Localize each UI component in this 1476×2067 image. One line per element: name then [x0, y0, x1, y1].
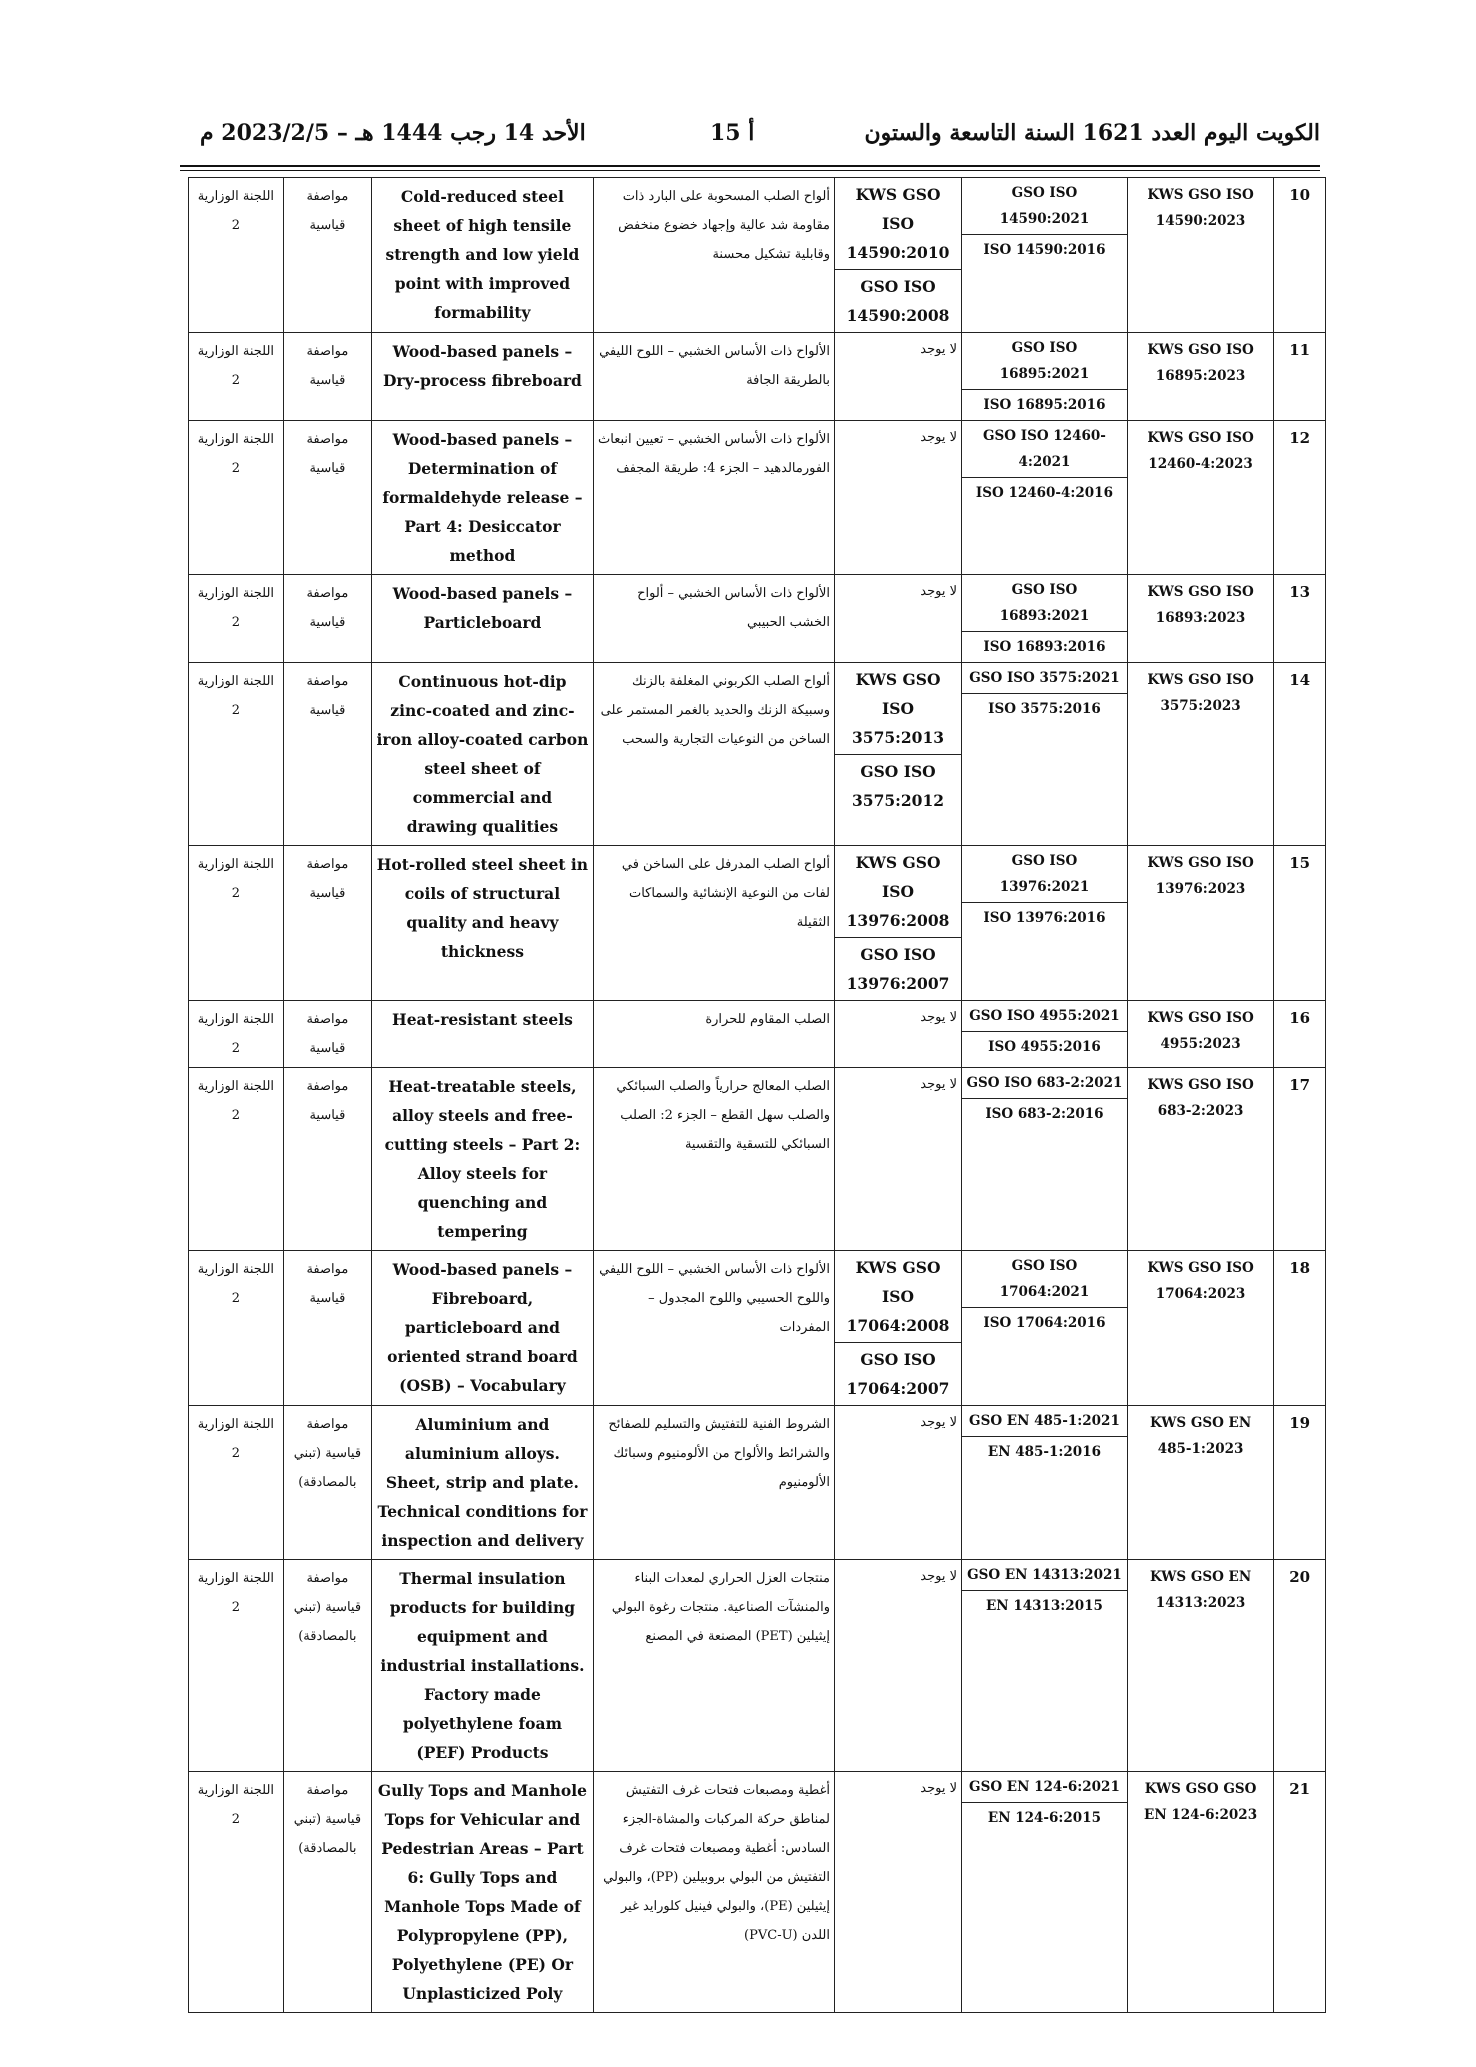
gso-reference-cell [962, 1406, 1128, 1560]
gso-reference-entry: ISO 16895:2016 [962, 389, 1127, 420]
committee-cell: اللجنة الوزارية 2 [189, 575, 284, 663]
row-number-cell: 16 [1274, 1001, 1326, 1068]
current-kws-cell [835, 421, 962, 575]
gso-reference-entry: EN 485-1:2016 [962, 1436, 1127, 1467]
title-en-cell [372, 421, 594, 575]
standard-type-cell: مواصفة قياسية (تبني بالمصادقة) [283, 1560, 371, 1772]
title-en-cell [372, 1772, 594, 2013]
committee-cell: اللجنة الوزارية 2 [189, 1001, 284, 1068]
title-ar-text: ألواح الصلب الكربوني المغلفة بالزنك وسبيكة الزنك والحديد بالغمر المستمر على الساخن من النوعيات التجارية والسحب [600, 674, 830, 747]
gso-reference-entry: GSO ISO 16895:2021 [999, 340, 1090, 382]
table-row [189, 1406, 1326, 1560]
title-ar-cell [593, 1406, 834, 1560]
current-kws-entry: GSO ISO 14590:2008 [835, 269, 961, 332]
row-number-cell: 10 [1274, 178, 1326, 333]
current-kws-entry: لا يوجد [920, 1077, 958, 1092]
title-ar-text: الألواح ذات الأساس الخشبي – تعيين انبعاث الفورمالدهيد – الجزء 4: طريقة المجفف [598, 432, 830, 476]
standard-type-cell: مواصفة قياسية (تبني بالمصادقة) [283, 1772, 371, 2013]
new-kws-cell: KWS GSO ISO 13976:2023 [1127, 846, 1273, 1001]
committee-cell: اللجنة الوزارية 2 [189, 333, 284, 421]
title-en-text: Hot-rolled steel sheet in coils of structural quality and heavy thickness [376, 855, 589, 961]
current-kws-cell [835, 663, 962, 846]
gso-reference-entry: EN 14313:2015 [962, 1590, 1127, 1621]
gso-reference-cell [962, 421, 1128, 575]
new-kws-cell: KWS GSO ISO 3575:2023 [1127, 663, 1273, 846]
standard-type-cell: مواصفة قياسية [283, 575, 371, 663]
current-kws-entry: لا يوجد [920, 1781, 958, 1796]
row-number-cell: 12 [1274, 421, 1326, 575]
title-en-text: Heat-resistant steels [392, 1010, 573, 1029]
title-en-text: Heat-treatable steels, alloy steels and free-cutting steels – Part 2: Alloy steels for quenching and tempering [384, 1077, 581, 1241]
current-kws-entry: GSO ISO 13976:2007 [835, 937, 961, 1000]
standards-table [188, 177, 1326, 2013]
title-en-cell [372, 333, 594, 421]
standards-table-body [189, 178, 1326, 2013]
row-number-cell: 17 [1274, 1068, 1326, 1251]
gso-reference-cell [962, 575, 1128, 663]
current-kws-entry: GSO ISO 3575:2012 [835, 754, 961, 817]
standard-type-cell: مواصفة قياسية [283, 421, 371, 575]
current-kws-entry: لا يوجد [920, 430, 958, 445]
gso-reference-entry: GSO ISO 13976:2021 [999, 853, 1090, 895]
table-row [189, 846, 1326, 1001]
header-issue: الكويت اليوم العدد 1621 السنة التاسعة والستون [864, 120, 1320, 146]
gso-reference-cell [962, 846, 1128, 1001]
committee-cell: اللجنة الوزارية 2 [189, 846, 284, 1001]
title-ar-cell [593, 1560, 834, 1772]
current-kws-entry: GSO ISO 17064:2007 [835, 1342, 961, 1405]
title-ar-text: أغطية ومصبعات فتحات غرف التفتيش لمناطق حركة المركبات والمشاة-الجزء السادس: أغطية ومصبعات فتحات غرف التفتيش من البولي بروبيلين (PP)، والبولي إيثيلين (PE)، والبولي فينيل كلورايد غير اللدن (PVC-U) [603, 1783, 830, 1943]
gso-reference-entry: ISO 14590:2016 [962, 234, 1127, 265]
title-ar-cell [593, 178, 834, 333]
committee-cell: اللجنة الوزارية 2 [189, 1068, 284, 1251]
new-kws-cell: KWS GSO ISO 4955:2023 [1127, 1001, 1273, 1068]
gso-reference-entry: EN 124-6:2015 [962, 1802, 1127, 1833]
header-date: الأحد 14 رجب 1444 هـ – 2023/2/5 م [200, 120, 586, 146]
table-row [189, 333, 1326, 421]
current-kws-cell [835, 575, 962, 663]
gso-reference-entry: GSO ISO 4955:2021 [969, 1008, 1120, 1024]
current-kws-entry: لا يوجد [920, 342, 958, 357]
current-kws-entry: لا يوجد [920, 1415, 958, 1430]
gso-reference-cell [962, 1251, 1128, 1406]
current-kws-entry: KWS GSO ISO 13976:2008 [846, 853, 950, 930]
row-number-cell: 18 [1274, 1251, 1326, 1406]
title-ar-cell [593, 333, 834, 421]
title-ar-cell [593, 1068, 834, 1251]
title-en-text: Cold-reduced steel sheet of high tensile strength and low yield point with improved formability [385, 187, 580, 322]
title-en-cell [372, 1406, 594, 1560]
title-ar-text: الصلب المعالج حرارياً والصلب السبائكي والصلب سهل القطع – الجزء 2: الصلب السبائكي للتسقية والتقسية [616, 1079, 830, 1152]
title-en-text: Continuous hot-dip zinc-coated and zinc-iron alloy-coated carbon steel sheet of commercial and drawing qualities [376, 672, 589, 836]
title-en-text: Wood-based panels – Dry-process fibreboard [382, 342, 582, 390]
gso-reference-entry: GSO ISO 14590:2021 [999, 185, 1090, 227]
title-en-text: Aluminium and aluminium alloys. Sheet, strip and plate. Technical conditions for inspection and delivery [377, 1415, 588, 1550]
current-kws-cell [835, 846, 962, 1001]
standard-type-cell: مواصفة قياسية [283, 1068, 371, 1251]
gso-reference-entry: GSO EN 14313:2021 [967, 1567, 1122, 1583]
row-number-cell: 21 [1274, 1772, 1326, 2013]
gso-reference-entry: ISO 16893:2016 [962, 631, 1127, 662]
current-kws-entry: KWS GSO ISO 17064:2008 [846, 1258, 950, 1335]
gso-reference-entry: ISO 13976:2016 [962, 902, 1127, 933]
title-en-cell [372, 1251, 594, 1406]
gso-reference-entry: ISO 12460-4:2016 [962, 477, 1127, 508]
gso-reference-entry: GSO ISO 3575:2021 [969, 670, 1120, 686]
title-en-text: Wood-based panels – Fibreboard, particleboard and oriented strand board (OSB) – Vocabulary [387, 1260, 578, 1395]
title-en-cell [372, 1068, 594, 1251]
table-row [189, 1772, 1326, 2013]
current-kws-cell [835, 333, 962, 421]
committee-cell: اللجنة الوزارية 2 [189, 421, 284, 575]
standard-type-cell: مواصفة قياسية (تبني بالمصادقة) [283, 1406, 371, 1560]
gso-reference-entry: GSO ISO 12460-4:2021 [983, 428, 1106, 470]
gso-reference-cell [962, 1560, 1128, 1772]
committee-cell: اللجنة الوزارية 2 [189, 663, 284, 846]
standard-type-cell: مواصفة قياسية [283, 663, 371, 846]
table-row [189, 1251, 1326, 1406]
new-kws-cell: KWS GSO GSO EN 124-6:2023 [1127, 1772, 1273, 2013]
gso-reference-entry: GSO ISO 16893:2021 [999, 582, 1090, 624]
title-ar-text: الشروط الفنية للتفتيش والتسليم للصفائح والشرائط والألواح من الألومنيوم وسبائك الألومنيوم [608, 1417, 830, 1490]
header-rule-thick [180, 165, 1320, 167]
title-ar-text: الألواح ذات الأساس الخشبي – اللوح الليفي واللوح الحسيبي واللوح المجدول – المفردات [599, 1262, 830, 1335]
current-kws-entry: KWS GSO ISO 14590:2010 [846, 185, 950, 262]
current-kws-entry: لا يوجد [920, 584, 958, 599]
title-ar-text: ألواح الصلب المسحوبة على البارد ذات مقاومة شد عالية وإجهاد خضوع منخفض وقابلية تشكيل محسنة [618, 189, 830, 262]
gso-reference-entry: GSO ISO 683-2:2021 [966, 1075, 1123, 1091]
standard-type-cell: مواصفة قياسية [283, 178, 371, 333]
row-number-cell: 14 [1274, 663, 1326, 846]
gso-reference-cell [962, 1772, 1128, 2013]
current-kws-cell [835, 1068, 962, 1251]
title-ar-cell [593, 1001, 834, 1068]
gso-reference-cell [962, 1068, 1128, 1251]
committee-cell: اللجنة الوزارية 2 [189, 1560, 284, 1772]
title-en-cell [372, 575, 594, 663]
title-en-text: Thermal insulation products for building equipment and industrial installations. Factory made polyethylene foam (PEF) Products [380, 1569, 585, 1762]
title-ar-cell [593, 1772, 834, 2013]
current-kws-cell [835, 1001, 962, 1068]
new-kws-cell: KWS GSO EN 485-1:2023 [1127, 1406, 1273, 1560]
row-number-cell: 11 [1274, 333, 1326, 421]
title-ar-cell [593, 575, 834, 663]
row-number-cell: 15 [1274, 846, 1326, 1001]
table-row [189, 1001, 1326, 1068]
row-number-cell: 19 [1274, 1406, 1326, 1560]
new-kws-cell: KWS GSO ISO 683-2:2023 [1127, 1068, 1273, 1251]
committee-cell: اللجنة الوزارية 2 [189, 178, 284, 333]
title-en-cell [372, 1560, 594, 1772]
current-kws-entry: لا يوجد [920, 1569, 958, 1584]
gso-reference-cell [962, 1001, 1128, 1068]
title-ar-cell [593, 846, 834, 1001]
title-ar-text: ألواح الصلب المدرفل على الساخن في لفات من النوعية الإنشائية والسماكات الثقيلة [621, 857, 830, 930]
gso-reference-cell [962, 178, 1128, 333]
title-ar-text: الألواح ذات الأساس الخشبي – ألواح الخشب الحبيبي [637, 586, 830, 630]
gso-reference-entry: ISO 17064:2016 [962, 1307, 1127, 1338]
gso-reference-entry: GSO EN 124-6:2021 [969, 1779, 1120, 1795]
title-ar-cell [593, 1251, 834, 1406]
current-kws-cell [835, 1406, 962, 1560]
page-header [180, 120, 1320, 164]
header-page-number: أ 15 [710, 120, 755, 146]
title-en-cell [372, 178, 594, 333]
gso-reference-entry: ISO 683-2:2016 [962, 1098, 1127, 1129]
committee-cell: اللجنة الوزارية 2 [189, 1772, 284, 2013]
title-en-cell [372, 663, 594, 846]
current-kws-cell [835, 1251, 962, 1406]
title-ar-text: الألواح ذات الأساس الخشبي – اللوح الليفي بالطريقة الجافة [599, 344, 830, 388]
committee-cell: اللجنة الوزارية 2 [189, 1406, 284, 1560]
standard-type-cell: مواصفة قياسية [283, 1251, 371, 1406]
title-ar-cell [593, 421, 834, 575]
table-row [189, 1560, 1326, 1772]
gso-reference-entry: ISO 3575:2016 [962, 693, 1127, 724]
header-rule-thin [180, 170, 1320, 171]
current-kws-entry: KWS GSO ISO 3575:2013 [852, 670, 945, 747]
new-kws-cell: KWS GSO EN 14313:2023 [1127, 1560, 1273, 1772]
standard-type-cell: مواصفة قياسية [283, 846, 371, 1001]
new-kws-cell: KWS GSO ISO 14590:2023 [1127, 178, 1273, 333]
title-ar-text: منتجات العزل الحراري لمعدات البناء والمنشآت الصناعية. منتجات رغوة البولي إيثيلين (PET) المصنعة في المصنع [611, 1571, 830, 1644]
new-kws-cell: KWS GSO ISO 12460-4:2023 [1127, 421, 1273, 575]
new-kws-cell: KWS GSO ISO 16893:2023 [1127, 575, 1273, 663]
new-kws-cell: KWS GSO ISO 17064:2023 [1127, 1251, 1273, 1406]
table-row [189, 663, 1326, 846]
gso-reference-cell [962, 663, 1128, 846]
title-en-cell [372, 846, 594, 1001]
title-en-cell [372, 1001, 594, 1068]
gso-reference-cell [962, 333, 1128, 421]
current-kws-cell [835, 1772, 962, 2013]
title-en-text: Gully Tops and Manhole Tops for Vehicular and Pedestrian Areas – Part 6: Gully Tops and Manhole Tops Made of Polypropylene (PP), Polyethylene (PE) Or Unplasticized Poly [377, 1781, 587, 2003]
current-kws-cell [835, 1560, 962, 1772]
standard-type-cell: مواصفة قياسية [283, 333, 371, 421]
table-row [189, 575, 1326, 663]
new-kws-cell: KWS GSO ISO 16895:2023 [1127, 333, 1273, 421]
row-number-cell: 13 [1274, 575, 1326, 663]
current-kws-cell [835, 178, 962, 333]
table-row [189, 178, 1326, 333]
title-ar-text: الصلب المقاوم للحرارة [705, 1012, 830, 1027]
row-number-cell: 20 [1274, 1560, 1326, 1772]
gso-reference-entry: GSO EN 485-1:2021 [969, 1413, 1120, 1429]
standard-type-cell: مواصفة قياسية [283, 1001, 371, 1068]
title-en-text: Wood-based panels – Particleboard [392, 584, 573, 632]
title-en-text: Wood-based panels – Determination of formaldehyde release – Part 4: Desiccator method [382, 430, 583, 565]
title-ar-cell [593, 663, 834, 846]
table-row [189, 421, 1326, 575]
gso-reference-entry: GSO ISO 17064:2021 [999, 1258, 1090, 1300]
gso-reference-entry: ISO 4955:2016 [962, 1031, 1127, 1062]
current-kws-entry: لا يوجد [920, 1010, 958, 1025]
table-row [189, 1068, 1326, 1251]
committee-cell: اللجنة الوزارية 2 [189, 1251, 284, 1406]
